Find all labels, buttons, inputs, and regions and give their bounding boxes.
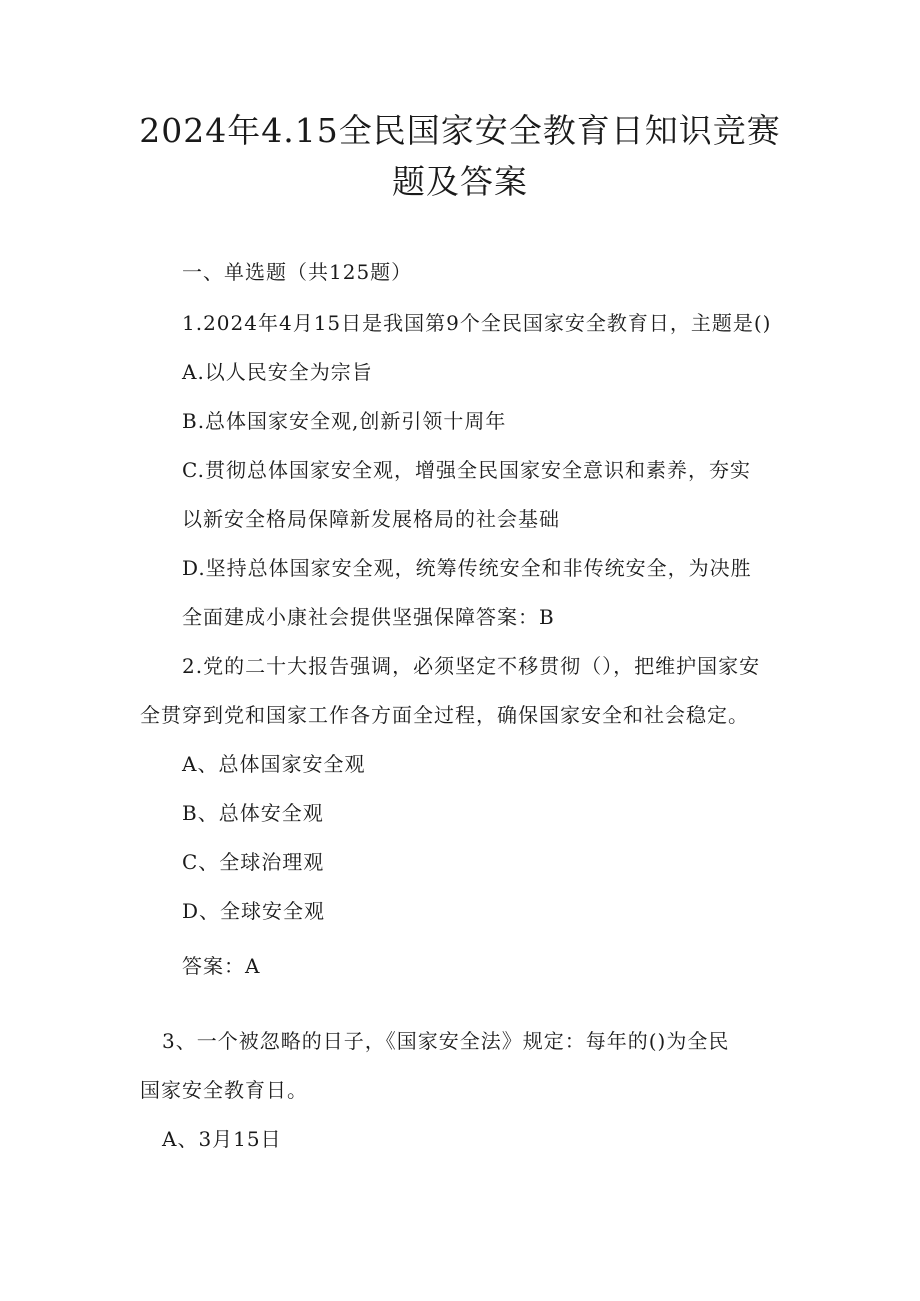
- section-heading: 一、单选题（共125题）: [182, 260, 413, 284]
- question-1-option-c-line-1: C.贯彻总体国家安全观，增强全民国家安全意识和素养，夯实: [182, 458, 751, 482]
- question-3-option-a: A、3月15日: [162, 1127, 282, 1151]
- question-3-stem-line-1: 3、一个被忽略的日子，《国家安全法》规定：每年的()为全民: [162, 1029, 730, 1053]
- document-title-line-1: 2024年4.15全民国家安全教育日知识竞赛: [139, 111, 781, 150]
- question-2-answer: 答案：A: [182, 954, 261, 978]
- question-2-option-a: A、总体国家安全观: [182, 752, 366, 776]
- question-1-option-a: A.以人民安全为宗旨: [182, 360, 373, 384]
- question-1-option-d-line-2: 全面建成小康社会提供坚强保障答案：B: [182, 605, 555, 629]
- question-2-option-c: C、全球治理观: [182, 850, 325, 874]
- document-title-line-2: 题及答案: [392, 162, 528, 201]
- question-2-stem-line-1: 2.党的二十大报告强调，必须坚定不移贯彻（），把维护国家安: [182, 654, 761, 678]
- question-2-stem-line-2: 全贯穿到党和国家工作各方面全过程，确保国家安全和社会稳定。: [140, 703, 749, 727]
- question-2-option-d: D、全球安全观: [182, 899, 326, 923]
- question-1-option-b: B.总体国家安全观,创新引领十周年: [182, 409, 507, 433]
- question-1-option-d-line-1: D.坚持总体国家安全观，统筹传统安全和非传统安全，为决胜: [182, 556, 752, 580]
- question-1-stem: 1.2024年4月15日是我国第9个全民国家安全教育日，主题是(): [182, 311, 772, 335]
- question-2-option-b: B、总体安全观: [182, 801, 324, 825]
- question-1-option-c-line-2: 以新安全格局保障新发展格局的社会基础: [182, 507, 560, 531]
- question-3-stem-line-2: 国家安全教育日。: [140, 1078, 308, 1102]
